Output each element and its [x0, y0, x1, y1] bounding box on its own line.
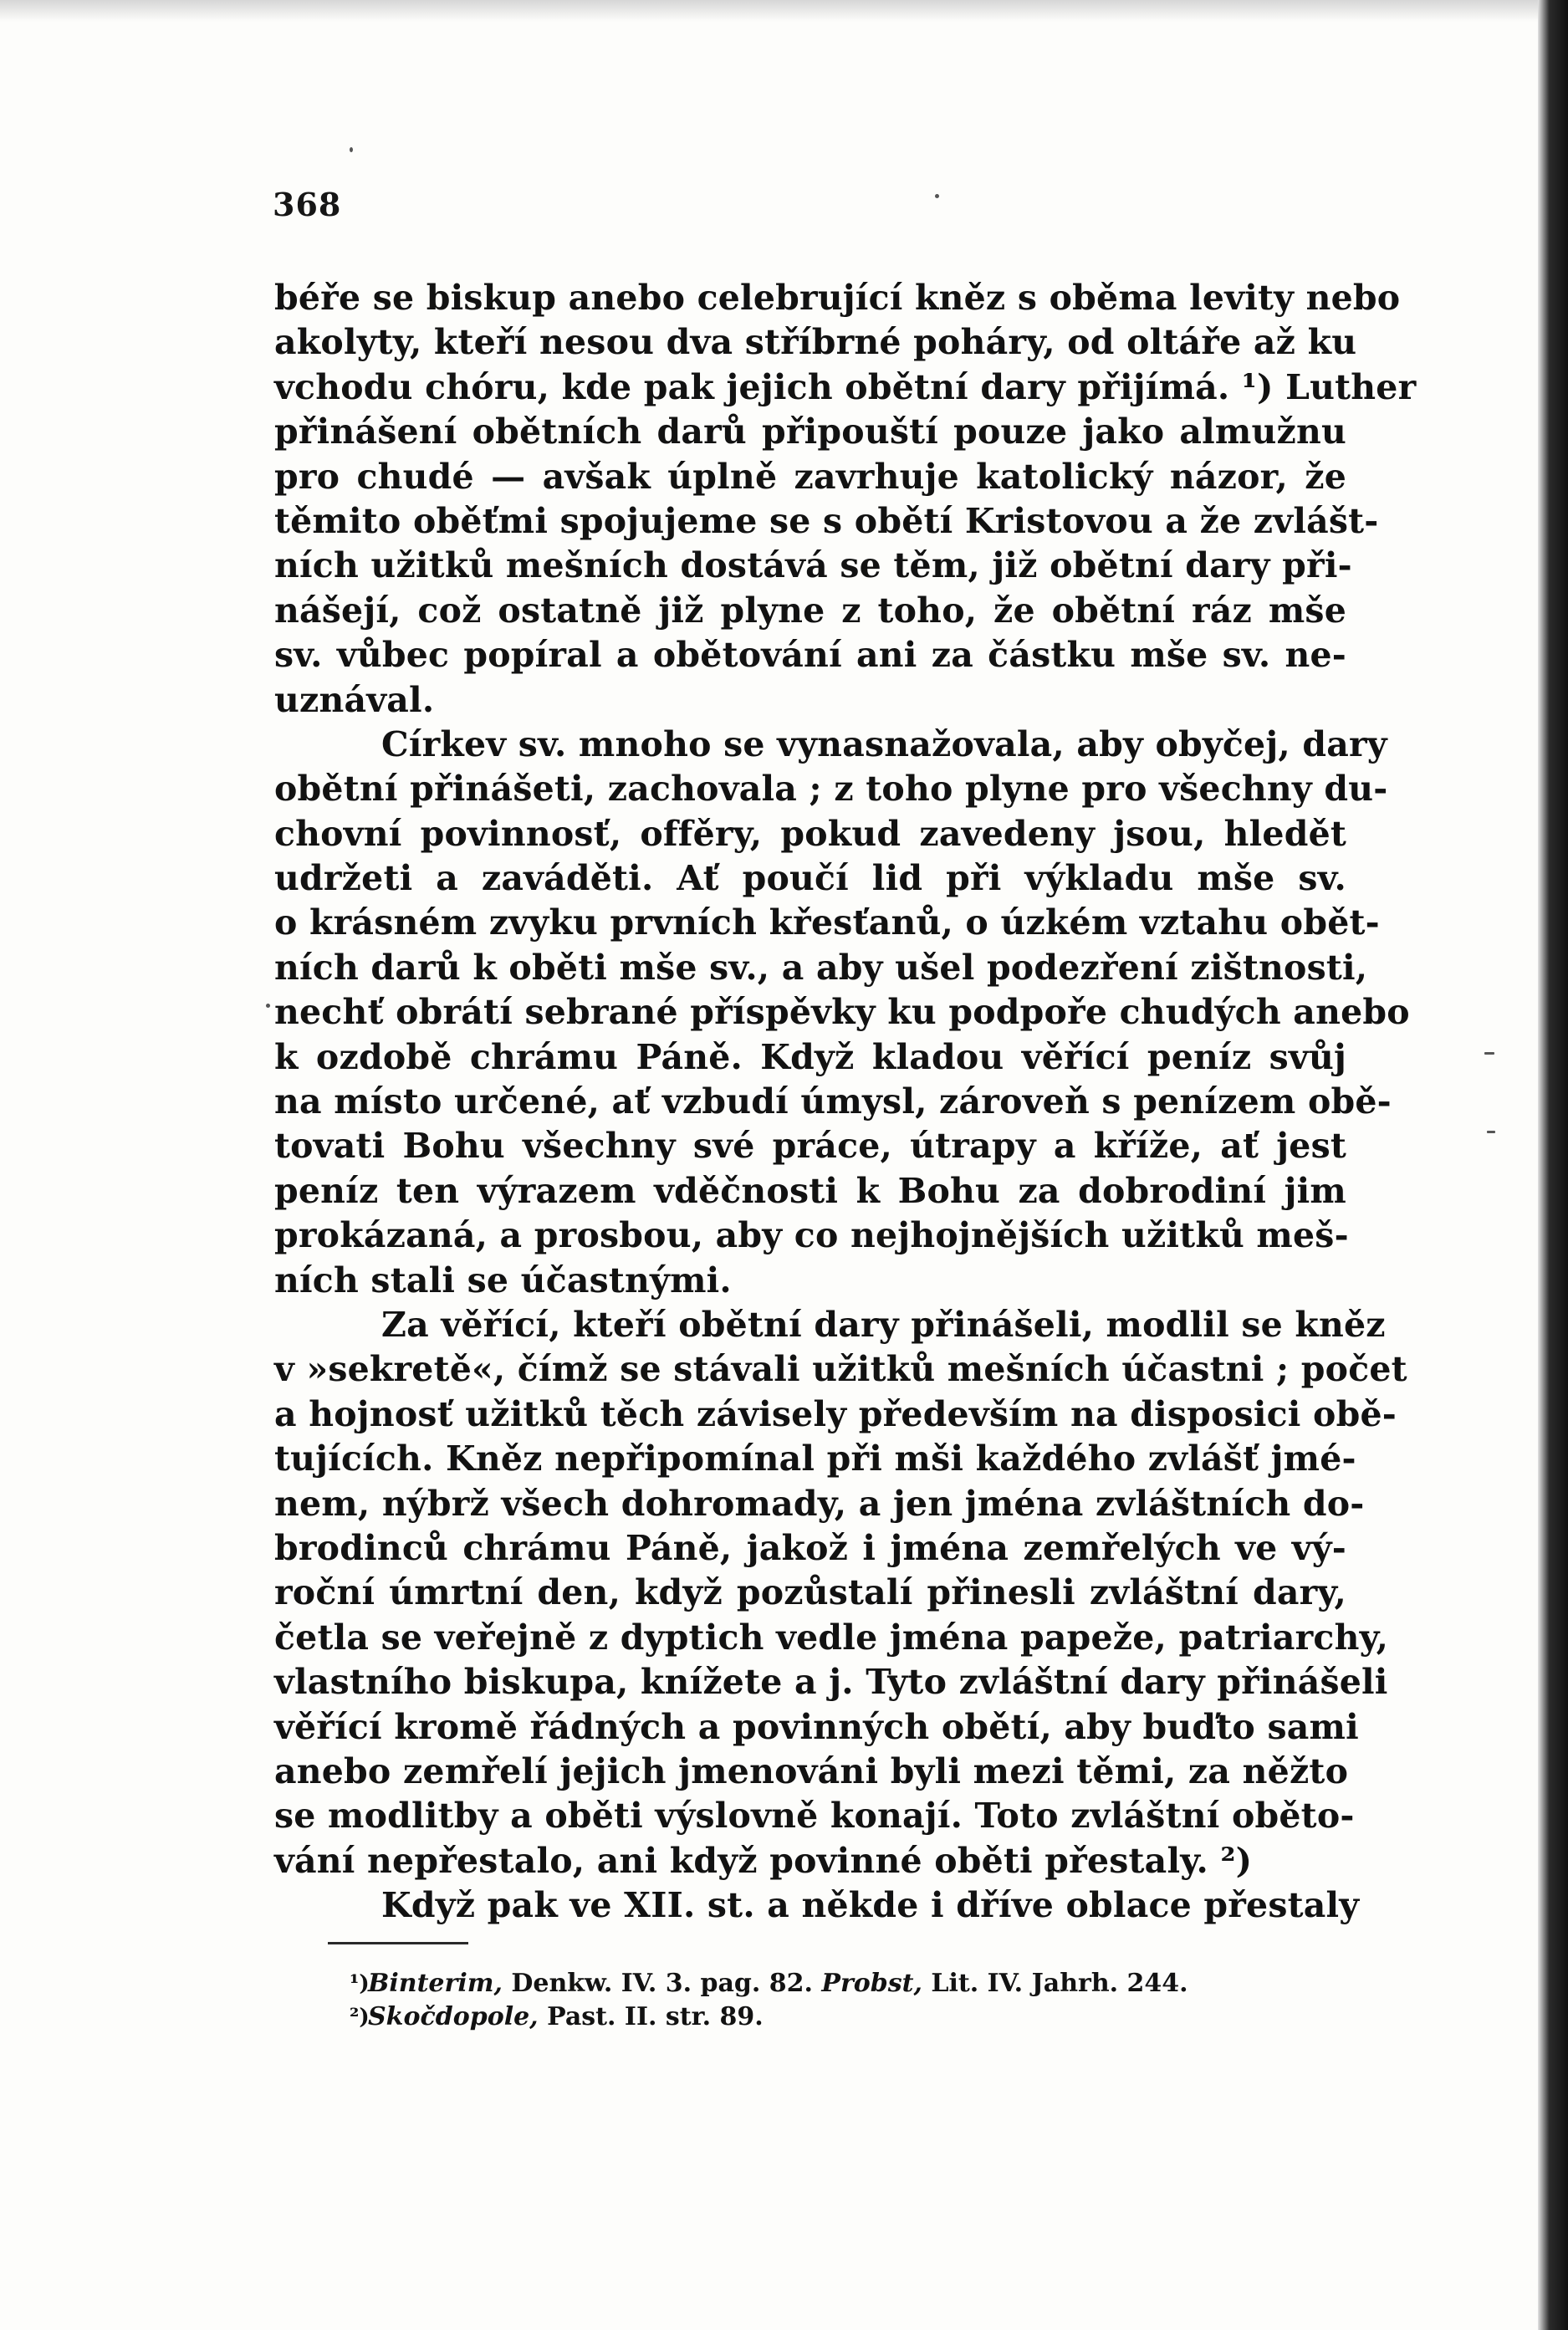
footnote-author: Probst, [821, 1969, 922, 1998]
text-line: na místo určené, ať vzbudí úmysl, zároveň s penízem obě- [274, 1081, 1392, 1122]
footnote-citation: Past. II. str. 89. [538, 2002, 764, 2031]
footnote-marker: ²) [350, 2005, 370, 2030]
text-line: vání nepřestalo, ani když povinné oběti přestaly. ²) [274, 1840, 1253, 1881]
text-line: nášejí, což ostatně již plyne z toho, že obětní ráz mše [274, 590, 1346, 631]
text-line: četla se veřejně z dyptich vedle jména papeže, patriarchy, [274, 1617, 1389, 1658]
text-line: ních stali se účastnými. [274, 1260, 732, 1300]
text-line: peníz ten výrazem vděčnosti k Bohu za dobrodiní jim [274, 1170, 1346, 1211]
text-line: tovati Bohu všechny své práce, útrapy a kříže, ať jest [274, 1126, 1346, 1167]
text-line: se modlitby a oběti výslovně konají. Toto zvláštní oběto- [274, 1796, 1355, 1837]
text-line: tujících. Kněz nepřipomínal při mši každého zvlášť jmé- [274, 1438, 1356, 1479]
scan-speck [1487, 1131, 1495, 1133]
page-number: 368 [273, 186, 342, 223]
scan-speck [266, 1004, 270, 1008]
text-line: k ozdobě chrámu Páně. Když kladou věřící peníz svůj [274, 1036, 1346, 1077]
text-line: akolyty, kteří nesou dva stříbrné poháry, od oltáře až ku [274, 322, 1357, 363]
footnote-2 [350, 2000, 1288, 2034]
text-line: Církev sv. mnoho se vynasnažovala, aby obyčej, dary [381, 723, 1387, 764]
footnote-author: Binterim, [368, 1969, 503, 1998]
text-line: v »sekretě«, čímž se stávali užitků mešních účastni ; počet [274, 1349, 1407, 1390]
footnote-citation: Lit. IV. Jahrh. 244. [922, 1969, 1188, 1998]
footnotes [350, 1967, 1288, 2034]
text-line: vchodu chóru, kde pak jejich obětní dary přijímá. ¹) Luther [274, 366, 1417, 407]
footnote-citation: Denkw. IV. 3. pag. 82. [502, 1969, 822, 1998]
text-line: vlastního biskupa, knížete a j. Tyto zvláštní dary přinášeli [274, 1662, 1388, 1703]
scan-speck [350, 147, 353, 152]
body-text [274, 276, 1417, 1928]
footnote-divider [328, 1942, 468, 1944]
scan-edge-right [1538, 0, 1568, 2330]
text-line: prokázaná, a prosbou, aby co nejhojnějších užitků meš- [274, 1215, 1349, 1256]
text-line: brodinců chrámu Páně, jakož i jména zemřelých ve vý- [274, 1527, 1346, 1568]
footnote-1 [350, 1967, 1288, 2000]
footnote-marker: ¹) [350, 1971, 370, 1996]
text-line: roční úmrtní den, když pozůstalí přinesli zvláštní dary, [274, 1572, 1346, 1613]
text-line: anebo zemřelí jejich jmenováni byli mezi těmi, za něžto [274, 1750, 1349, 1791]
text-line: nechť obrátí sebrané příspěvky ku podpoře chudých anebo [274, 992, 1410, 1033]
text-line: udržeti a zaváděti. Ať poučí lid při výkladu mše sv. [274, 858, 1346, 899]
text-line: přinášení obětních darů připouští pouze jako almužnu [274, 411, 1346, 452]
text-line: o krásném zvyku prvních křesťanů, o úzkém vztahu obět- [274, 902, 1380, 943]
text-line: a hojnosť užitků těch závisely především na disposici obě- [274, 1393, 1397, 1434]
text-line: nem, nýbrž všech dohromady, a jen jména zvláštních do- [274, 1483, 1365, 1524]
text-line: Když pak ve XII. st. a někde i dříve oblace přestaly [381, 1885, 1360, 1926]
scan-speck [1484, 1052, 1494, 1055]
scan-speck [935, 194, 939, 198]
text-line: Za věřící, kteří obětní dary přinášeli, modlil se kněz [381, 1304, 1386, 1345]
text-line: těmito oběťmi spojujeme se s obětí Kristovou a že zvlášt- [274, 500, 1379, 541]
text-line: pro chudé — avšak úplně zavrhuje katolický názor, že [274, 456, 1346, 497]
scan-shadow-top [0, 0, 1568, 22]
text-line: sv. vůbec popíral a obětování ani za částku mše sv. ne- [274, 635, 1346, 676]
text-line: věřící kromě řádných a povinných obětí, aby buďto sami [274, 1706, 1359, 1747]
text-line: béře se biskup anebo celebrující kněz s oběma levity nebo [274, 278, 1401, 318]
text-line: obětní přinášeti, zachovala ; z toho plyne pro všechny du- [274, 769, 1388, 810]
footnote-author: Skočdopole, [368, 2002, 539, 2031]
text-line: ních užitků mešních dostává se těm, již obětní dary při- [274, 545, 1352, 586]
text-line: ních darů k oběti mše sv., a aby ušel podezření zištnosti, [274, 947, 1368, 988]
text-line: uznával. [274, 679, 435, 720]
text-line: chovní povinnosť, offěry, pokud zavedeny jsou, hledět [274, 813, 1346, 854]
